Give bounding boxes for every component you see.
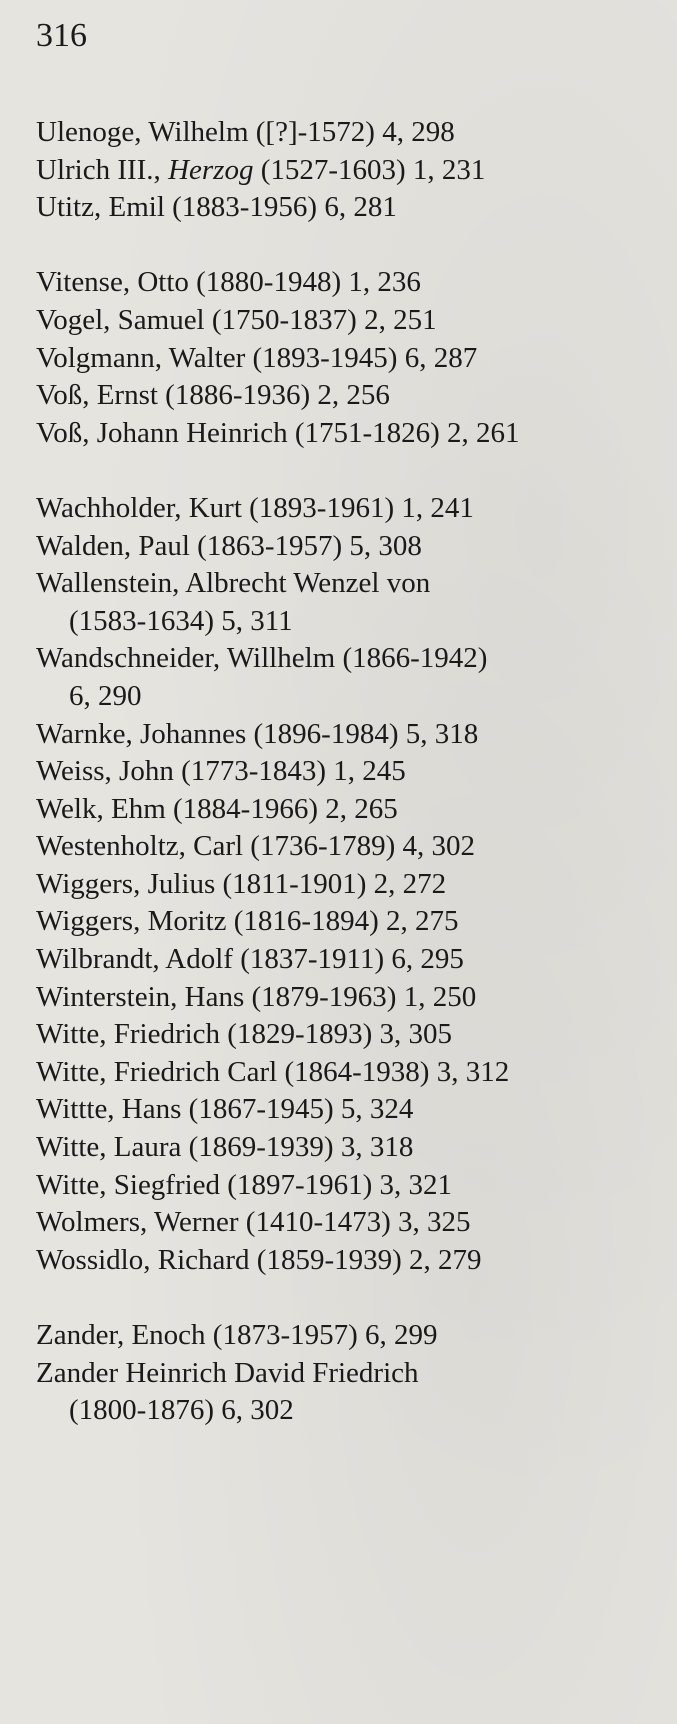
entry-text: Zander, Enoch (1873-1957) 6, 299 xyxy=(36,1319,438,1351)
entry-text: Wiggers, Julius (1811-1901) 2, 272 xyxy=(36,867,447,900)
index-entry xyxy=(36,640,666,715)
index-entry xyxy=(36,979,666,1017)
entry-text: Wandschneider, Willhelm (1866-1942) xyxy=(36,642,488,675)
index-entry xyxy=(36,753,666,791)
entry-text: Wallenstein, Albrecht Wenzel von xyxy=(36,567,431,600)
index-entry xyxy=(36,302,666,340)
index-entry xyxy=(36,565,666,640)
entry-continuation: (1800-1876) 6, 302 xyxy=(69,1394,294,1427)
entry-text: Westenholtz, Carl (1736-1789) 4, 302 xyxy=(36,830,476,863)
index-entry xyxy=(36,1317,666,1355)
entry-text: Wossidlo, Richard (1859-1939) 2, 279 xyxy=(36,1243,482,1276)
entry-text: Utitz, Emil (1883-1956) 6, 281 xyxy=(36,191,397,224)
entry-continuation: 6, 290 xyxy=(69,679,142,712)
index-entry xyxy=(36,716,666,754)
index-entry xyxy=(36,1054,666,1092)
entry-text: Vitense, Otto (1880-1948) 1, 236 xyxy=(36,266,421,299)
entry-text: Voß, Johann Heinrich (1751-1826) 2, 261 xyxy=(36,416,520,449)
index-entry xyxy=(36,1242,666,1280)
index-entry xyxy=(36,264,666,302)
entry-text: Witte, Siegfried (1897-1961) 3, 321 xyxy=(36,1168,453,1201)
index-entry xyxy=(36,114,666,152)
index-entry xyxy=(36,1016,666,1054)
entry-text: Walden, Paul (1863-1957) 5, 308 xyxy=(36,529,422,562)
entry-text: Wittte, Hans (1867-1945) 5, 324 xyxy=(36,1093,414,1126)
index-entry xyxy=(36,528,666,566)
entry-text: Weiss, John (1773-1843) 1, 245 xyxy=(36,755,406,788)
index-entry xyxy=(36,490,666,528)
index-entry xyxy=(36,189,666,227)
group-spacer xyxy=(36,1279,666,1317)
group-spacer xyxy=(36,452,666,490)
entry-text: Witte, Friedrich (1829-1893) 3, 305 xyxy=(36,1018,453,1051)
index-entry xyxy=(36,941,666,979)
page-number: 316 xyxy=(36,17,87,54)
entry-text: Volgmann, Walter (1893-1945) 6, 287 xyxy=(36,341,478,374)
entry-text: Ulenoge, Wilhelm ([?]-1572) 4, 298 xyxy=(36,116,455,148)
index-entry xyxy=(36,903,666,941)
entry-text: Wiggers, Moritz (1816-1894) 2, 275 xyxy=(36,905,459,938)
entry-text: Zander Heinrich David Friedrich xyxy=(36,1356,419,1389)
entry-continuation: (1583-1634) 5, 311 xyxy=(69,604,293,637)
entry-text: Witte, Friedrich Carl (1864-1938) 3, 312 xyxy=(36,1055,510,1088)
index-entry xyxy=(36,152,666,190)
entry-title-italic: Herzog xyxy=(168,153,254,186)
index-entry xyxy=(36,791,666,829)
index-entry xyxy=(36,828,666,866)
entry-text: Wilbrandt, Adolf (1837-1911) 6, 295 xyxy=(36,943,464,976)
index-entries xyxy=(36,114,666,1430)
entry-text: Warnke, Johannes (1896-1984) 5, 318 xyxy=(36,717,479,750)
index-entry xyxy=(36,340,666,378)
entry-text: Welk, Ehm (1884-1966) 2, 265 xyxy=(36,792,398,825)
index-entry xyxy=(36,1167,666,1205)
group-spacer xyxy=(36,227,666,265)
index-entry xyxy=(36,1091,666,1129)
entry-text: Vogel, Samuel (1750-1837) 2, 251 xyxy=(36,303,437,336)
entry-text: Voß, Ernst (1886-1936) 2, 256 xyxy=(36,379,390,412)
entry-text: Witte, Laura (1869-1939) 3, 318 xyxy=(36,1131,414,1164)
index-entry xyxy=(36,415,666,453)
entry-text: Wachholder, Kurt (1893-1961) 1, 241 xyxy=(36,491,474,524)
entry-text: Wolmers, Werner (1410-1473) 3, 325 xyxy=(36,1206,471,1239)
index-entry xyxy=(36,1129,666,1167)
index-entry xyxy=(36,866,666,904)
index-entry xyxy=(36,377,666,415)
entry-details: (1527-1603) 1, 231 xyxy=(253,153,486,186)
index-entry xyxy=(36,1204,666,1242)
entry-text: Winterstein, Hans (1879-1963) 1, 250 xyxy=(36,980,477,1013)
index-entry xyxy=(36,1355,666,1430)
entry-name: Ulrich III., xyxy=(36,153,169,186)
